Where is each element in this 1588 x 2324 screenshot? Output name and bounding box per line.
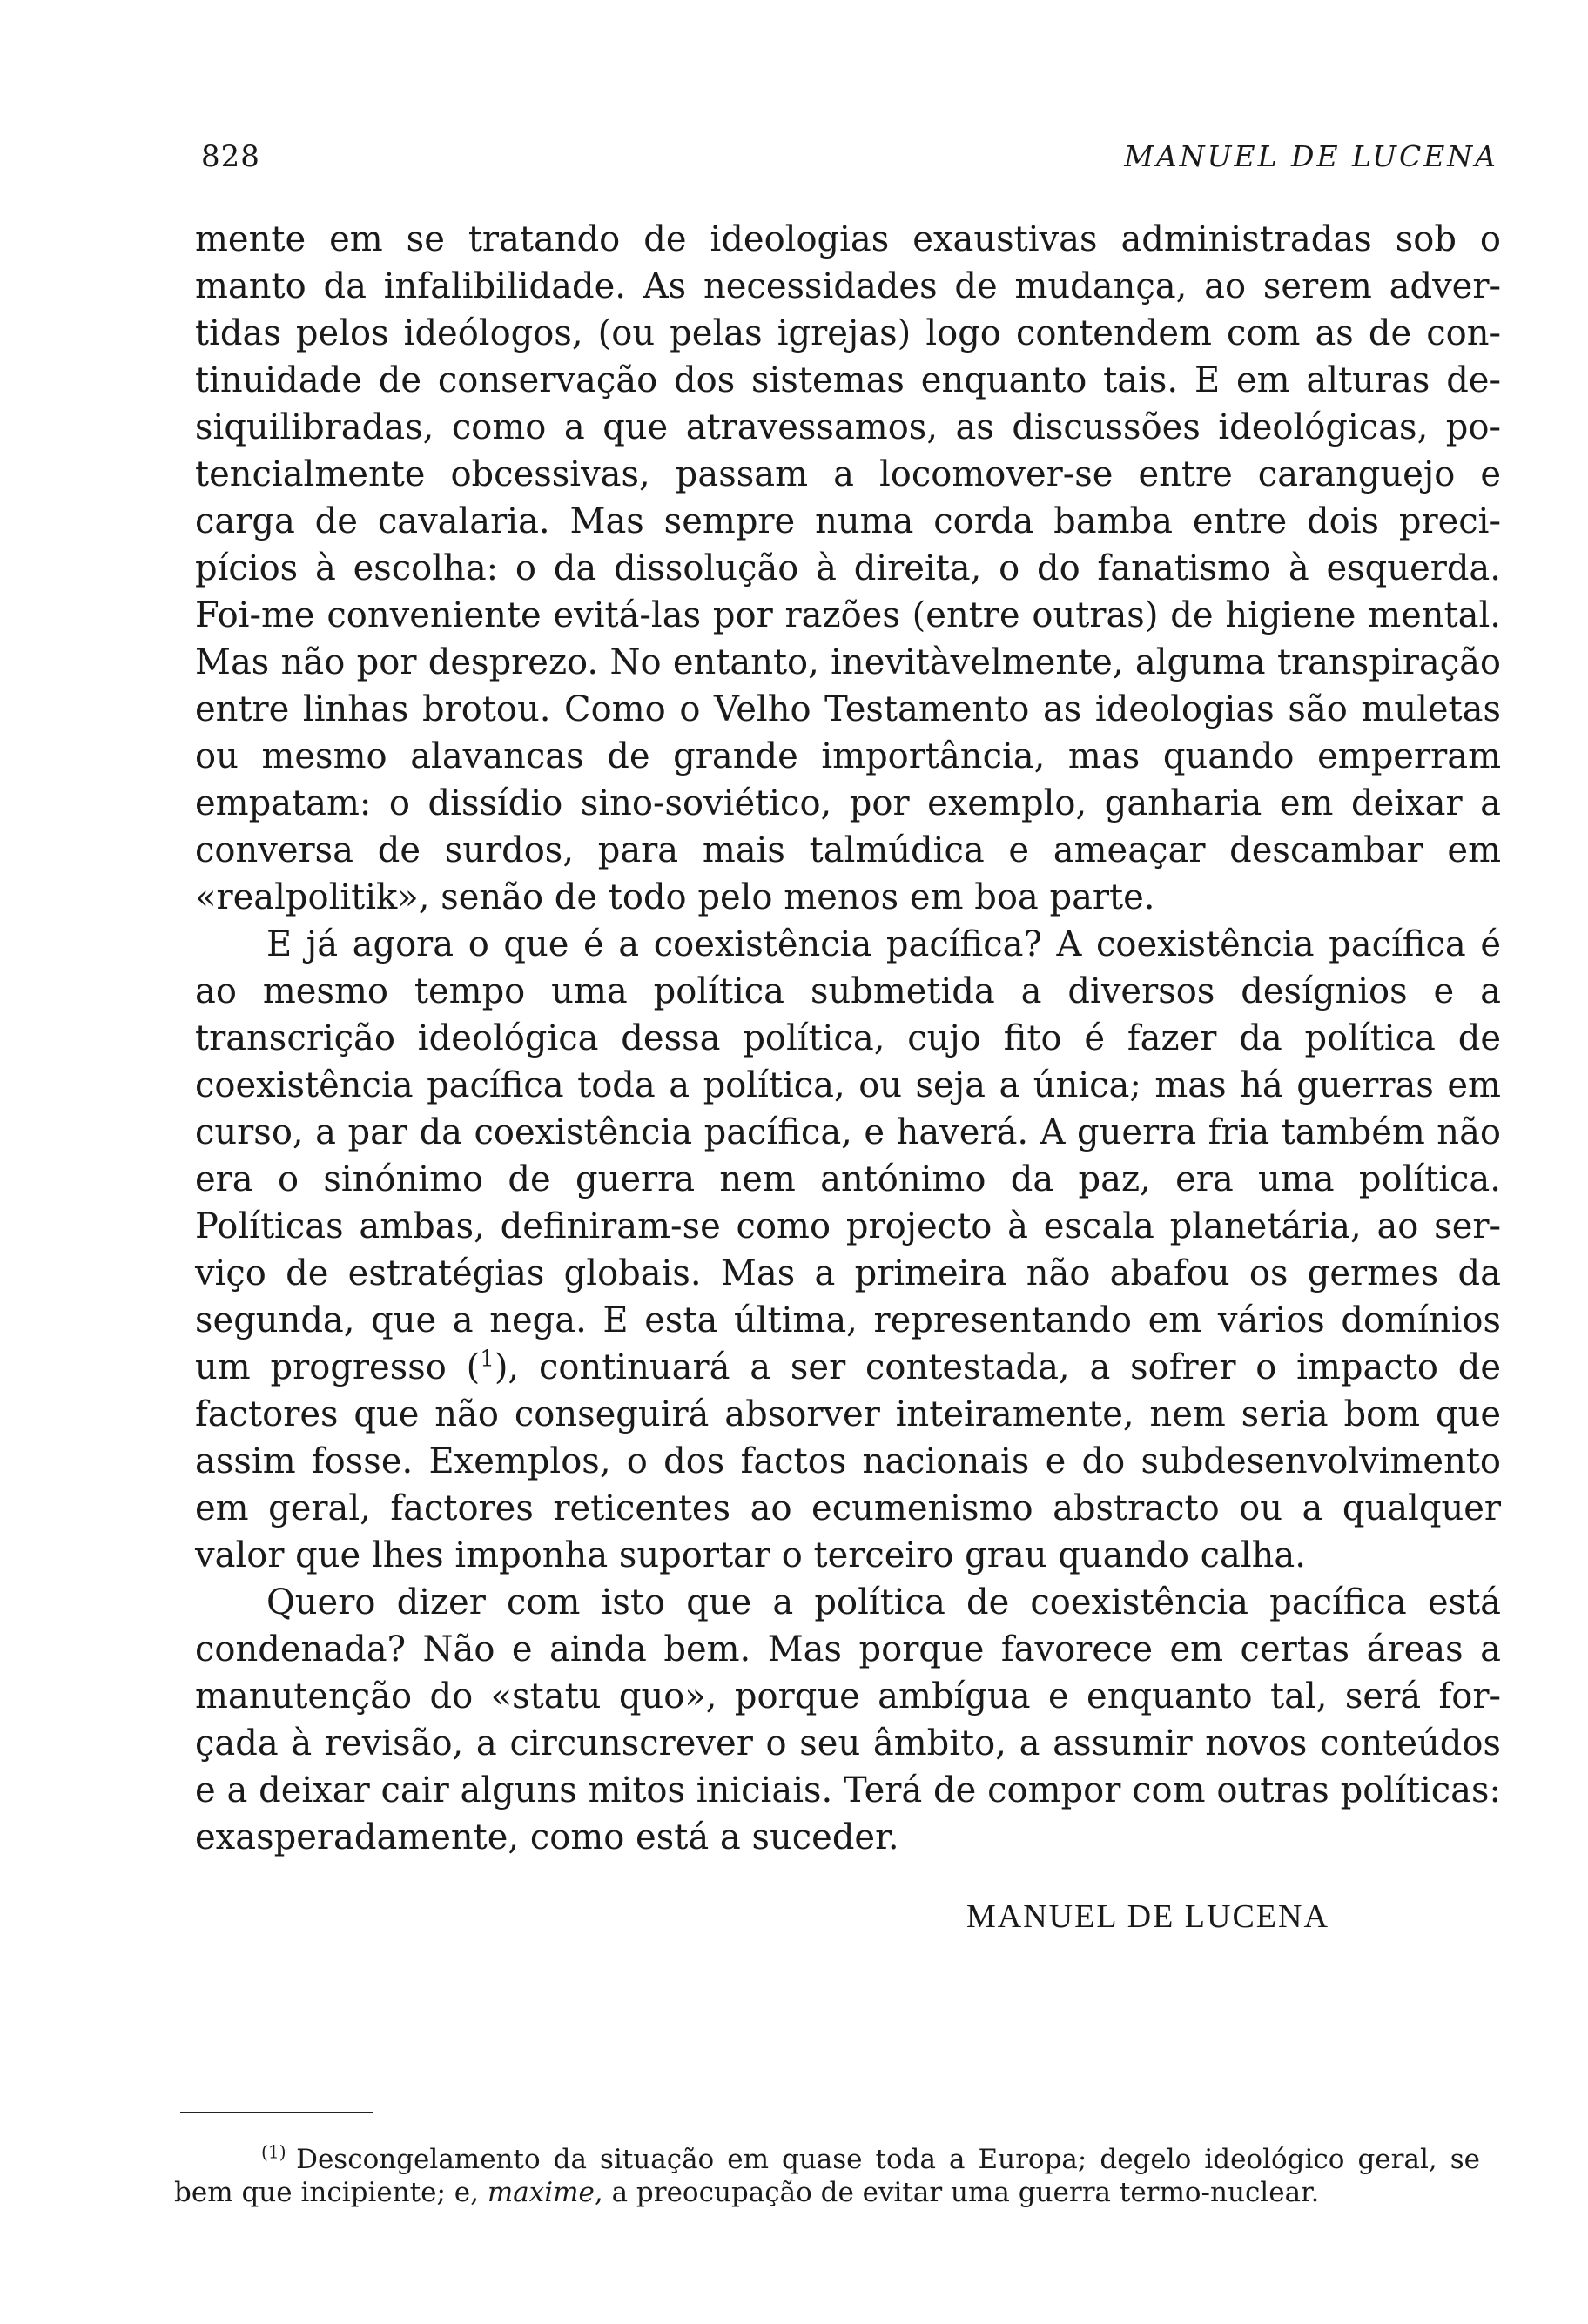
footnote-rule (180, 2112, 373, 2113)
footnote-reference: 1 (480, 1346, 495, 1373)
running-head: MANUEL DE LUCENA (1124, 139, 1498, 173)
paragraph-text: mente em se tratando de ideologias exaustivas administradas sob o manto da infalibilidade. As necessidades de mudança, ao serem advertidas pelos ideólogos, (ou pelas igrejas) logo contendem com as de continuidade de conservação dos sistemas enquanto tais. E em alturas desiquilibradas, como a que atravessamos, as discussões ideológicas, potencialmente obcessivas, passam a locomover-se entre caranguejo e carga de cavalaria. Mas sempre numa corda bamba entre dois precipícios à escolha: o da dissolução à direita, o do fanatismo à esquerda. Foi-me conveniente evitá-las por razões (entre outras) de higiene mental. Mas não por desprezo. No entanto, inevitàvelmente, alguma transpiração entre linhas brotou. Como o Velho Testamento as ideologias são muletas ou mesmo alavancas de grande importância, mas quando emperram empatam: o dissídio sino-soviético, por exemplo, ganharia em deixar a conversa de surdos, para mais talmúdica e ameaçar descambar em «realpolitik», senão de todo pelo menos em boa parte. (195, 219, 1501, 917)
footnotes (174, 2143, 1480, 2209)
body-paragraph (195, 216, 1501, 921)
footnote-text: Descongelamento da situação em quase toda a Europa; degelo ideológico geral, se bem que incipiente; e, (174, 2144, 1480, 2208)
author-signature: MANUEL DE LUCENA (966, 1898, 1329, 1935)
paragraph-text: Quero dizer com isto que a política de coexistência pacífica está condenada? Não e ainda bem. Mas porque favorece em certas áreas a manutenção do «statu quo», porque ambígua e enquanto tal, será forçada à revisão, a circunscrever o seu âmbito, a assumir novos conteúdos e a deixar cair alguns mitos iniciais. Terá de compor com outras políticas: exasperadamente, como está a suceder. (195, 1582, 1501, 1857)
footnote-marker-paren: ) (279, 2141, 297, 2163)
footnote-italic-text: maxime (487, 2177, 595, 2208)
page-header (201, 139, 1498, 183)
body-paragraph (195, 921, 1501, 1579)
footnote-text: , a preocupação de evitar uma guerra termo-nuclear. (594, 2177, 1320, 2208)
footnote-marker-paren: ( (261, 2141, 268, 2163)
paragraph-text: ), continuará a ser contestada, a sofrer o impacto de factores que não conseguirá absorver inteiramente, nem seria bom que assim fosse. Exemplos, o dos factos nacionais e do subdesenvolvimento em geral, factores reticentes ao ecumenismo abstracto ou a qualquer valor que lhes imponha suportar o terceiro grau quando calha. (195, 1347, 1501, 1575)
footnote-marker: 1 (267, 2141, 279, 2163)
body-paragraph (195, 1579, 1501, 1861)
body-text (195, 216, 1501, 1861)
footnote (174, 2143, 1480, 2209)
paragraph-text: E já agora o que é a coexistência pacífica? A coexistência pacífica é ao mesmo tempo uma política submetida a diversos desígnios e a transcrição ideológica dessa política, cujo fito é fazer da política de coexistência pacífica toda a política, ou seja a única; mas há guerras em curso, a par da coexistência pacífica, e haverá. A guerra fria também não era o sinónimo de guerra nem antónimo da paz, era uma política. Políticas ambas, definiram-se como projecto à escala planetária, ao serviço de estratégias globais. Mas a primeira não abafou os germes da segunda, que a nega. E esta última, representando em vários domínios um progresso ( (195, 924, 1501, 1387)
page-number: 828 (201, 139, 260, 174)
